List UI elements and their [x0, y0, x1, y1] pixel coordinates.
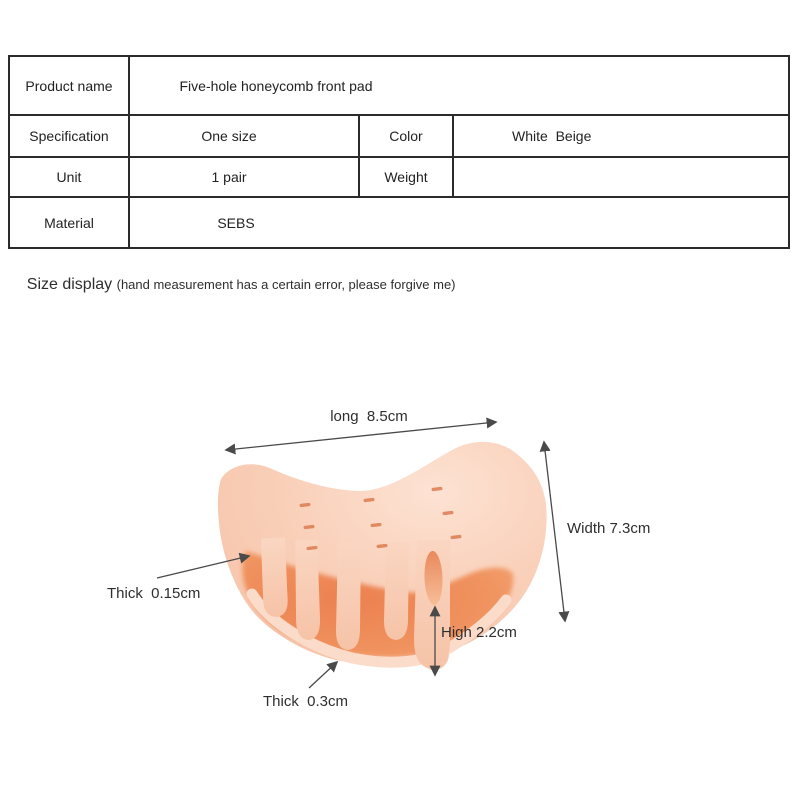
- thickness-bottom-dimension-label: Thick 0.3cm: [263, 693, 349, 710]
- pad-tooth: [260, 537, 289, 617]
- material-label: Material: [10, 198, 130, 247]
- color-label: Color: [360, 116, 454, 156]
- pad-tooth: [293, 540, 320, 641]
- pad-tooth: [384, 542, 409, 640]
- width-arrow: [544, 442, 565, 621]
- size-display-note: (hand measurement has a certain error, please forgive me): [116, 277, 456, 292]
- specification-label: Specification: [10, 116, 130, 156]
- specification-value: One size: [130, 116, 360, 156]
- thickness-top-dimension-label: Thick 0.15cm: [107, 585, 201, 602]
- weight-label: Weight: [360, 158, 454, 196]
- unit-value: 1 pair: [130, 158, 360, 196]
- unit-label: Unit: [10, 158, 130, 196]
- color-value: White Beige: [512, 128, 592, 144]
- thick-bottom-arrow: [309, 662, 337, 688]
- length-dimension-label: long 8.5cm: [330, 408, 408, 425]
- size-display-title: Size display: [26, 276, 117, 293]
- pad-tooth: [336, 542, 361, 650]
- pad-toe-loop: [414, 540, 450, 669]
- length-arrow: [226, 422, 496, 450]
- product-name-value: Five-hole honeycomb front pad: [179, 77, 373, 94]
- product-name-label: Product name: [10, 57, 130, 114]
- width-dimension-label: Width 7.3cm: [567, 520, 651, 537]
- height-dimension-label: High 2.2cm: [441, 624, 517, 641]
- material-value: SEBS: [217, 214, 255, 231]
